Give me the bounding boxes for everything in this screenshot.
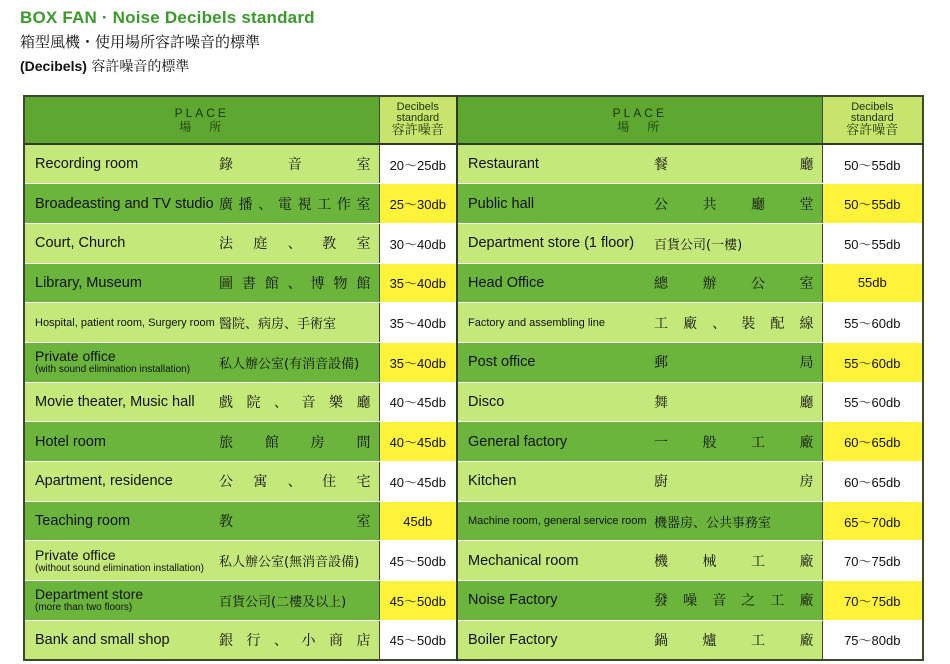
- right-place-zh-text: 機 械 工 廠: [654, 553, 814, 570]
- left-decibels: 35～40db: [379, 263, 457, 303]
- left-place-zh: [219, 462, 379, 502]
- right-place-en: Head Office: [457, 263, 654, 303]
- header-place-zh: 場 所: [617, 120, 663, 134]
- left-place-en: Hospital, patient room, Surgery room: [24, 303, 219, 343]
- left-place-zh-text: 廣 播 、 電 視 工 作 室: [219, 196, 371, 213]
- left-place-zh-text: 教 室: [219, 514, 371, 531]
- left-place-en: [24, 581, 219, 621]
- title-block: [20, 8, 315, 76]
- header-db-zh: 容許噪音: [391, 123, 444, 138]
- subtitle-en: (Decibels): [20, 58, 87, 74]
- right-place-zh-text: 一 般 工 廠: [654, 434, 814, 451]
- table-row: [24, 223, 923, 263]
- subtitle: [20, 56, 315, 76]
- table-row: [24, 184, 923, 224]
- right-place-en: Department store (1 floor): [457, 223, 654, 263]
- left-decibels: 45～50db: [379, 541, 457, 581]
- right-decibels: 70～75db: [822, 581, 923, 621]
- table-row: [24, 263, 923, 303]
- right-place-zh: [654, 223, 822, 263]
- left-decibels: 45～50db: [379, 581, 457, 621]
- right-place-zh-text: 發 噪 音 之 工 廠: [654, 593, 814, 610]
- left-place-en: Library, Museum: [24, 263, 219, 303]
- right-place-zh-text: 百貨公司(一樓): [654, 237, 743, 253]
- left-place-en: Movie theater, Music hall: [24, 382, 219, 422]
- left-place-zh: [219, 184, 379, 224]
- right-place-zh-text: 總 辦 公 室: [654, 275, 814, 292]
- left-place-zh-text: 旅 館 房 間: [219, 434, 371, 451]
- left-place-zh: [219, 382, 379, 422]
- right-place-en: Noise Factory: [457, 581, 654, 621]
- right-place-zh: [654, 144, 822, 184]
- header-place-left: [24, 96, 379, 144]
- left-place-zh-text: 公 寓 、 住 宅: [219, 474, 371, 491]
- left-decibels: 35～40db: [379, 342, 457, 382]
- right-place-zh-text: 廚 房: [654, 474, 814, 491]
- right-place-zh: [654, 382, 822, 422]
- left-place-zh-text: 圖 書 館 、 博 物 館: [219, 275, 371, 292]
- left-place-en-line2: (without sound elimination installation): [35, 562, 204, 574]
- page-title: BOX FAN · Noise Decibels standard: [20, 8, 315, 27]
- right-place-zh-text: 公 共 廳 堂: [654, 196, 814, 213]
- table-row: [24, 144, 923, 184]
- left-decibels: 30～40db: [379, 223, 457, 263]
- header-db-left: [379, 96, 457, 144]
- left-place-zh-text: 醫院、病房、手術室: [219, 317, 337, 333]
- header-db-line1: Decibels: [396, 101, 439, 113]
- left-place-en: Teaching room: [24, 501, 219, 541]
- subtitle-zh: 容許噪音的標準: [91, 59, 190, 75]
- right-place-en: Disco: [457, 382, 654, 422]
- left-place-zh: [219, 342, 379, 382]
- left-decibels: 45～50db: [379, 620, 457, 660]
- right-decibels: 60～65db: [822, 462, 923, 502]
- left-place-zh: [219, 263, 379, 303]
- left-place-zh: [219, 541, 379, 581]
- right-place-zh-text: 餐 廳: [654, 157, 814, 174]
- header-place-zh: 場 所: [179, 120, 225, 134]
- left-decibels: 35～40db: [379, 303, 457, 343]
- left-decibels: 25～30db: [379, 184, 457, 224]
- right-place-zh-text: 機器房、公共事務室: [654, 515, 772, 531]
- left-place-zh-text: 百貨公司(二樓及以上): [219, 594, 347, 610]
- left-place-zh: [219, 223, 379, 263]
- right-decibels: 70～75db: [822, 541, 923, 581]
- right-place-zh: [654, 462, 822, 502]
- header-place-en: PLACE: [174, 106, 229, 120]
- left-decibels: 45db: [379, 501, 457, 541]
- right-decibels: 55db: [822, 263, 923, 303]
- right-decibels: 50～55db: [822, 184, 923, 224]
- right-place-zh: [654, 342, 822, 382]
- left-place-en-line1: Department store: [35, 586, 144, 603]
- table-row: [24, 342, 923, 382]
- left-place-en: Bank and small shop: [24, 620, 219, 660]
- left-decibels: 40～45db: [379, 462, 457, 502]
- right-place-zh-text: 工 廠 、 裝 配 線: [654, 315, 814, 332]
- table-row: [24, 541, 923, 581]
- header-place-en: PLACE: [612, 106, 667, 120]
- left-decibels: 20～25db: [379, 144, 457, 184]
- table-header-row: [24, 96, 923, 144]
- left-place-en-line2: (with sound elimination installation): [35, 364, 191, 376]
- left-place-en: Recording room: [24, 144, 219, 184]
- right-decibels: 65～70db: [822, 501, 923, 541]
- header-db-line2: standard: [396, 112, 440, 124]
- right-place-zh: [654, 620, 822, 660]
- left-place-zh-text: 錄 音 室: [219, 157, 371, 174]
- right-place-zh-text: 鍋 爐 工 廠: [654, 632, 814, 649]
- right-place-en: Public hall: [457, 184, 654, 224]
- right-decibels: 75～80db: [822, 620, 923, 660]
- table-row: [24, 581, 923, 621]
- table-body: [24, 144, 923, 660]
- table-row: [24, 501, 923, 541]
- right-decibels: 50～55db: [822, 223, 923, 263]
- left-place-zh: [219, 422, 379, 462]
- left-place-en: Apartment, residence: [24, 462, 219, 502]
- header-db-right: [822, 96, 923, 144]
- left-place-en: Broadeasting and TV studio: [24, 184, 219, 224]
- table-row: [24, 382, 923, 422]
- left-place-zh: [219, 581, 379, 621]
- table-row: [24, 620, 923, 660]
- left-place-en: [24, 342, 219, 382]
- right-place-zh: [654, 303, 822, 343]
- right-place-en: Factory and assembling line: [457, 303, 654, 343]
- left-place-zh-text: 私人辦公室(有消音設備): [219, 356, 360, 372]
- header-db-zh: 容許噪音: [846, 123, 899, 138]
- right-place-zh: [654, 541, 822, 581]
- right-decibels: 50～55db: [822, 144, 923, 184]
- right-place-en: Boiler Factory: [457, 620, 654, 660]
- right-place-en: Mechanical room: [457, 541, 654, 581]
- right-decibels: 55～60db: [822, 342, 923, 382]
- table-row: [24, 462, 923, 502]
- right-place-zh: [654, 263, 822, 303]
- left-decibels: 40～45db: [379, 382, 457, 422]
- right-place-zh: [654, 581, 822, 621]
- left-place-en: Hotel room: [24, 422, 219, 462]
- right-place-zh: [654, 422, 822, 462]
- left-place-en: Court, Church: [24, 223, 219, 263]
- right-decibels: 55～60db: [822, 303, 923, 343]
- left-place-zh-text: 私人辦公室(無消音設備): [219, 555, 360, 571]
- left-place-en-line2: (more than two floors): [35, 602, 133, 614]
- right-place-en: General factory: [457, 422, 654, 462]
- left-place-zh-text: 法 庭 、 教 室: [219, 236, 371, 253]
- left-place-en-line1: Private office: [35, 546, 116, 563]
- header-db-line2: standard: [850, 112, 894, 124]
- right-place-en: Machine room, general service room: [457, 501, 654, 541]
- left-place-zh: [219, 620, 379, 660]
- left-place-en: [24, 541, 219, 581]
- right-place-zh-text: 舞 廳: [654, 394, 814, 411]
- table-row: [24, 422, 923, 462]
- left-place-zh: [219, 303, 379, 343]
- left-place-zh-text: 銀 行 、 小 商 店: [219, 632, 371, 649]
- left-place-zh: [219, 501, 379, 541]
- right-place-zh-text: 郵 局: [654, 355, 814, 372]
- left-place-zh-text: 戲 院 、 音 樂 廳: [219, 394, 371, 411]
- right-decibels: 60～65db: [822, 422, 923, 462]
- right-place-en: Kitchen: [457, 462, 654, 502]
- page-title-chinese: 箱型風機・使用場所容許噪音的標準: [20, 33, 261, 51]
- header-db-line1: Decibels: [851, 101, 894, 113]
- header-place-right: [457, 96, 822, 144]
- noise-standard-table: [23, 95, 924, 661]
- right-place-zh: [654, 501, 822, 541]
- right-place-en: Post office: [457, 342, 654, 382]
- right-decibels: 55～60db: [822, 382, 923, 422]
- left-place-zh: [219, 144, 379, 184]
- left-place-en-line1: Private office: [35, 348, 116, 365]
- table-row: [24, 303, 923, 343]
- left-decibels: 40～45db: [379, 422, 457, 462]
- right-place-zh: [654, 184, 822, 224]
- right-place-en: Restaurant: [457, 144, 654, 184]
